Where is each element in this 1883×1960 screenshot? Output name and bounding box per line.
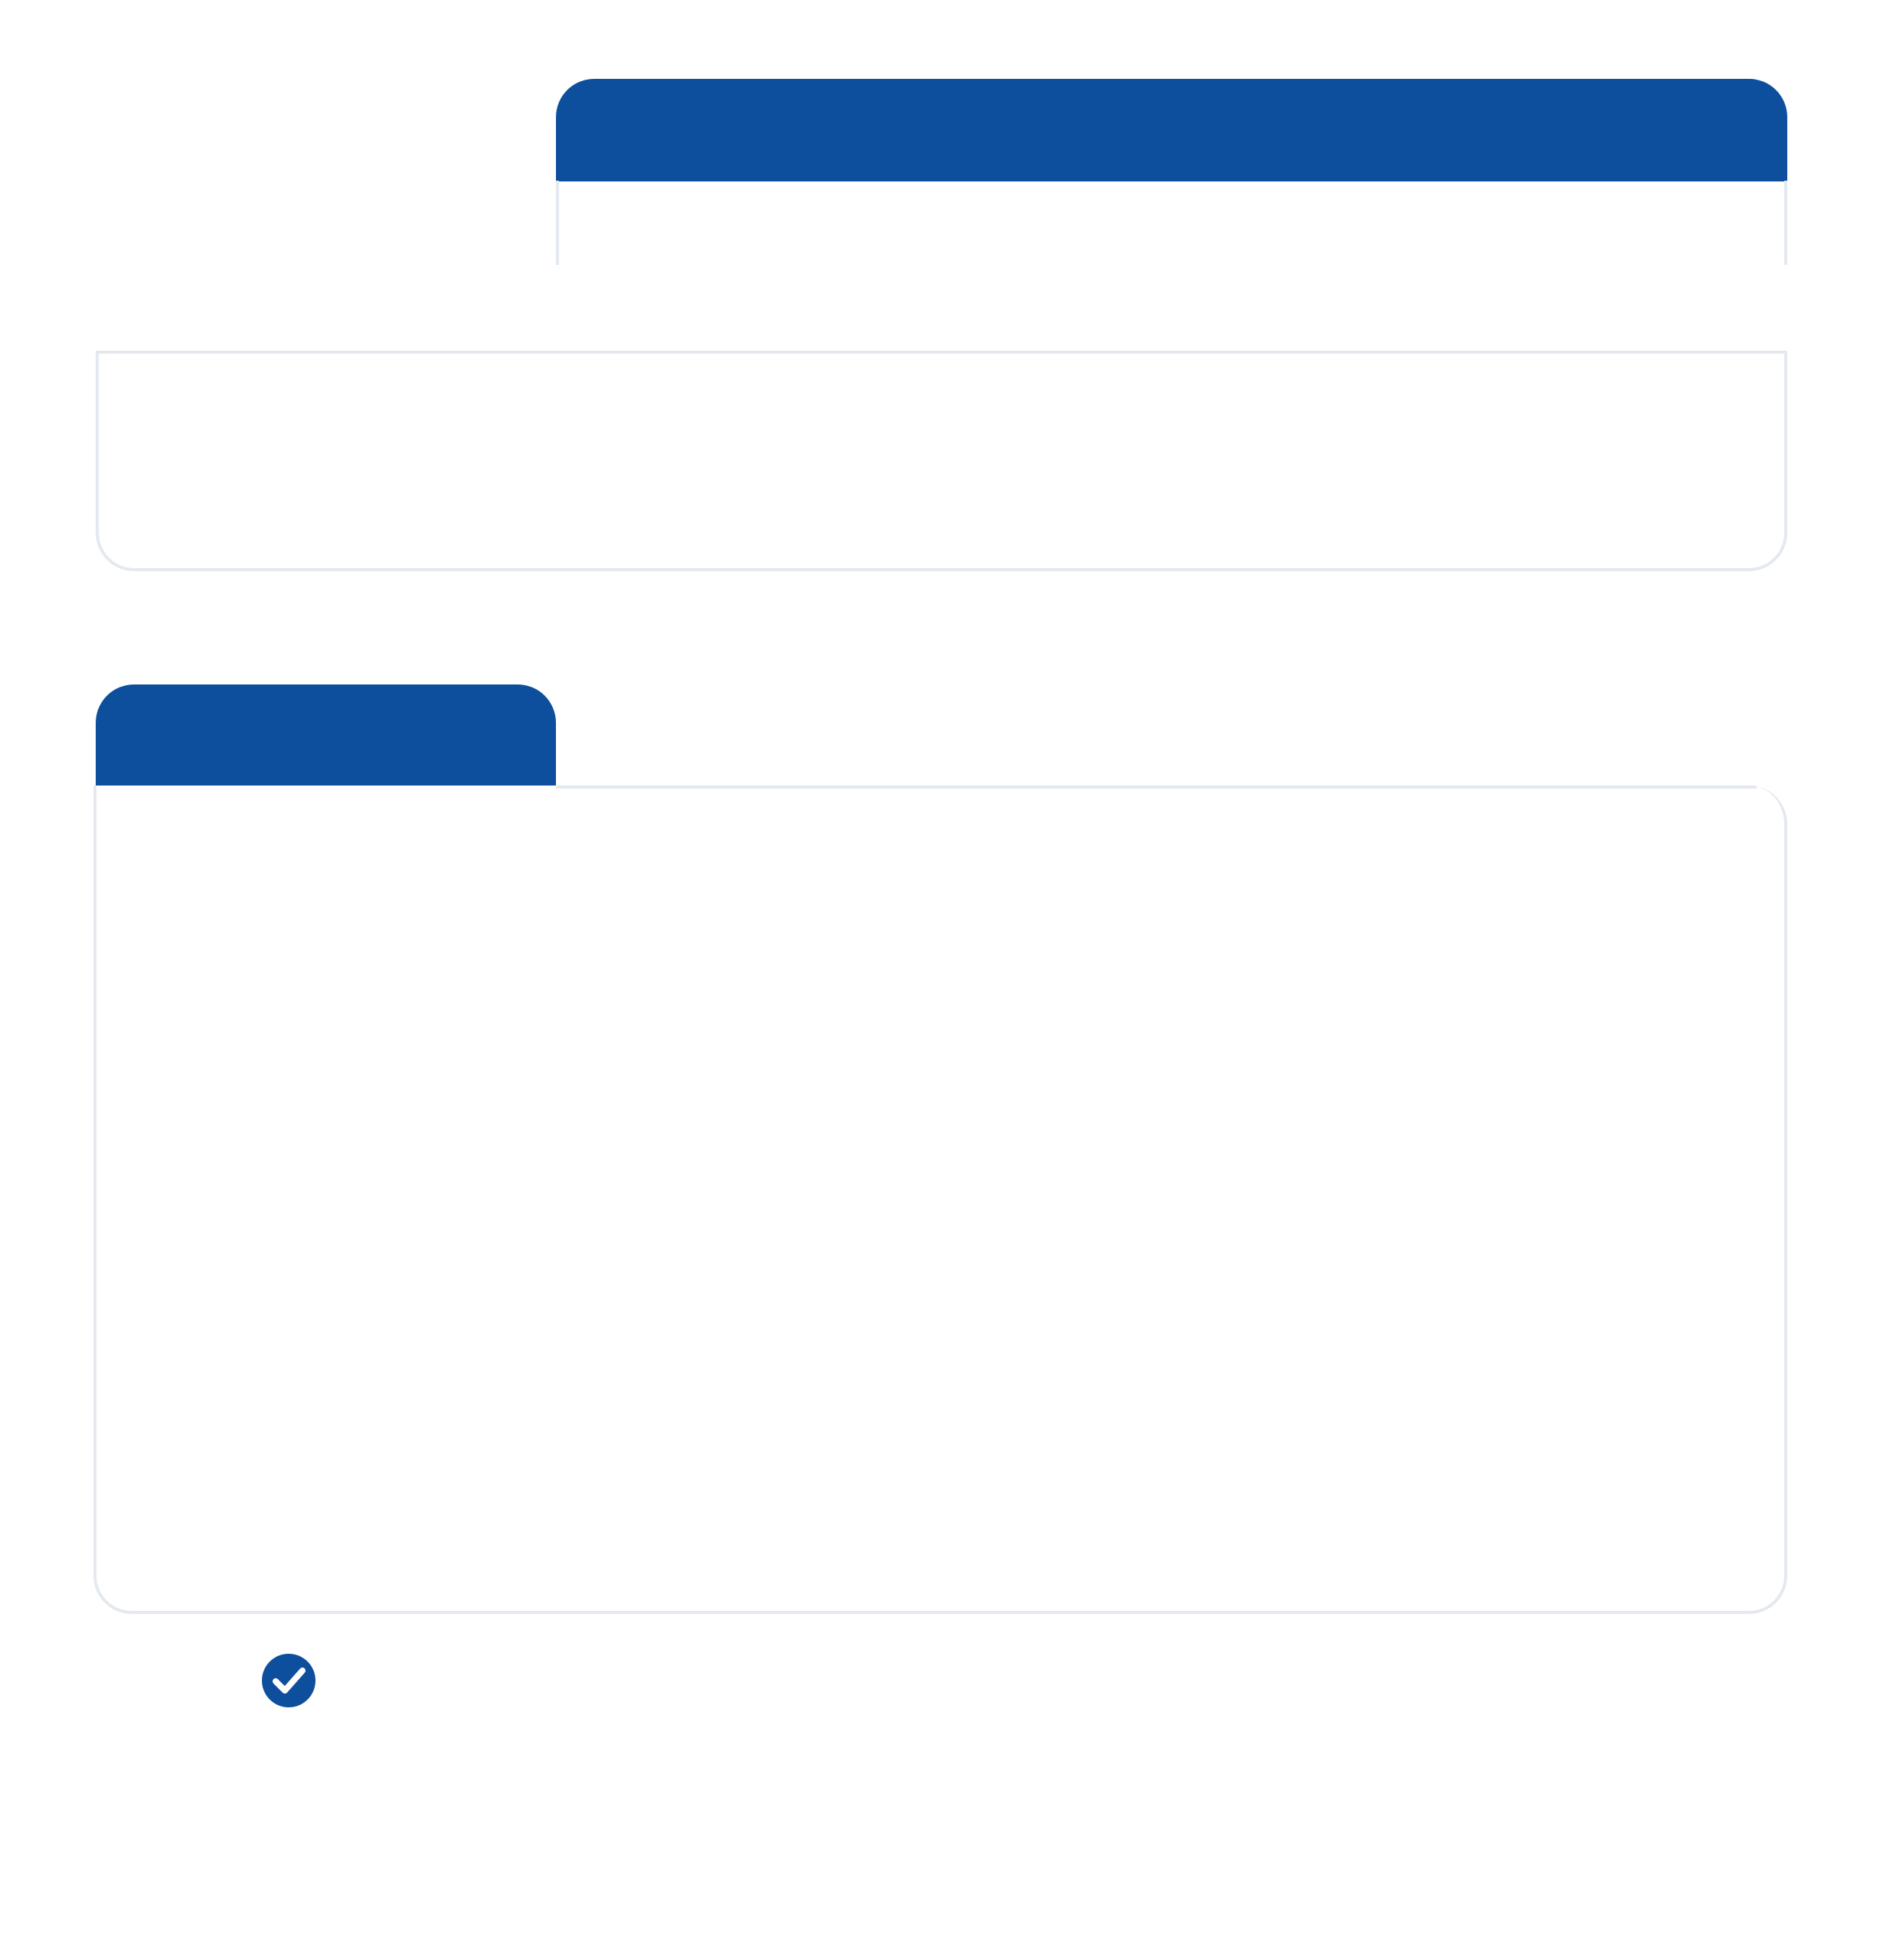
plans-offered-subtitle xyxy=(556,181,1787,265)
plans-offered-table xyxy=(96,351,1787,571)
occupation-header xyxy=(265,789,556,902)
monthly-rate-table-top-border xyxy=(556,786,1757,789)
monthly-rate-table xyxy=(93,786,1787,1614)
check-circle-icon xyxy=(260,1652,317,1709)
plans-offered-title xyxy=(556,79,1787,181)
age-header xyxy=(96,789,263,902)
monthly-rate-title xyxy=(96,684,556,786)
